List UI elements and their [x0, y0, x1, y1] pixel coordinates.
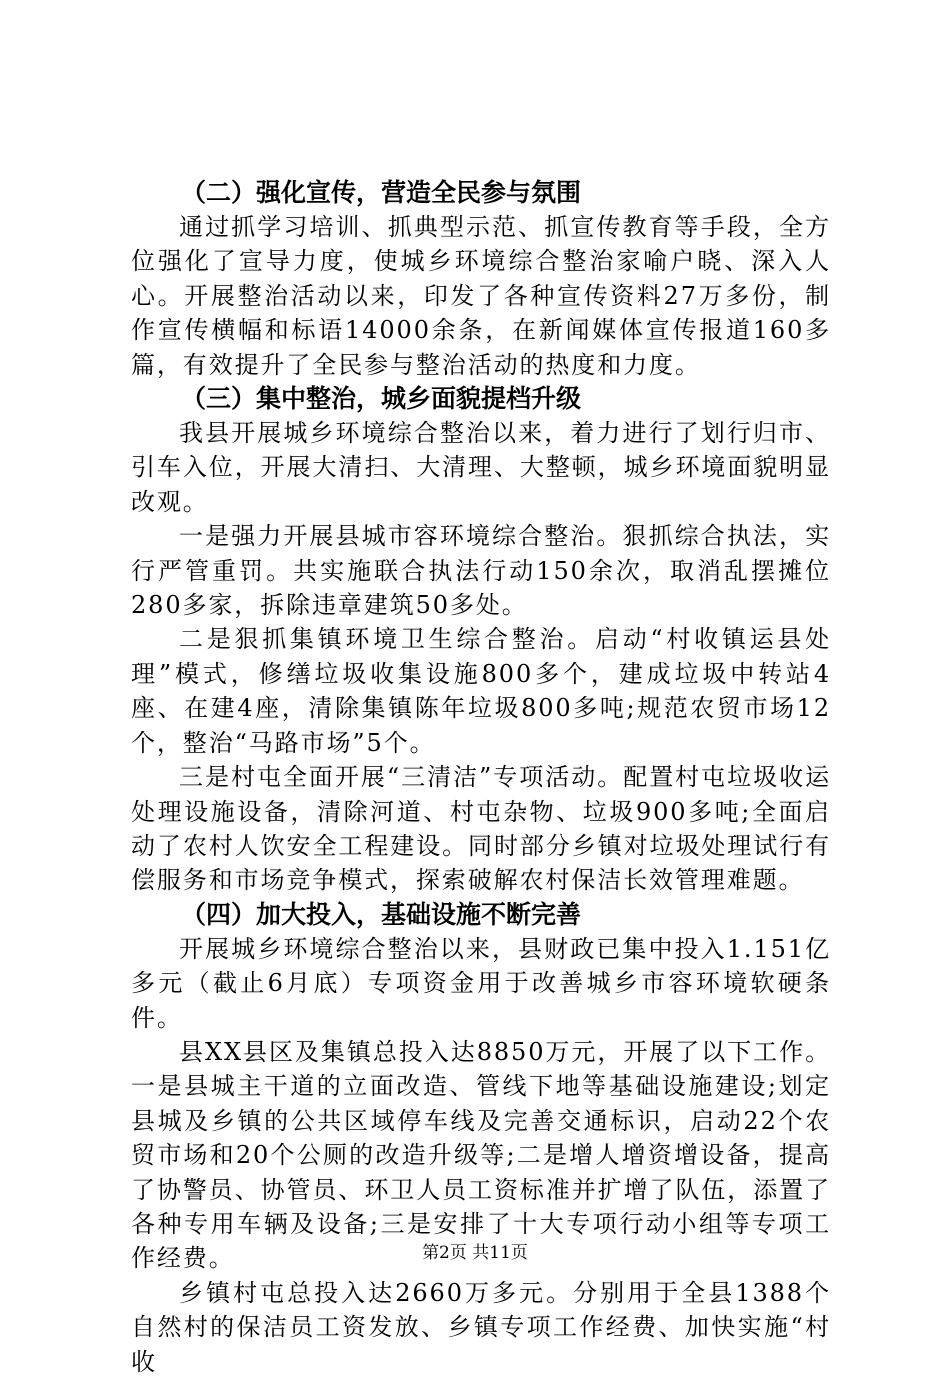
paragraph: 二是狠抓集镇环境卫生综合整治。启动“村收镇运县处理”模式，修缮垃圾收集设施800多个，建成垃圾中转站4座、在建4座，清除集镇陈年垃圾800多吨;规范农贸市场12个，整治“马路市场”5个。 — [131, 625, 831, 757]
paragraph: 通过抓学习培训、抓典型示范、抓宣传教育等手段，全方位强化了宣导力度，使城乡环境综合整治家喻户晓、深入人心。开展整治活动以来，印发了各种宣传资料27万多份，制作宣传横幅和标语14000余条，在新闻媒体宣传报道160多篇，有效提升了全民参与整治活动的热度和力度。 — [131, 213, 831, 379]
page-number-footer: 第2页 共11页 — [422, 1243, 528, 1263]
paragraph: 乡镇村屯总投入达2660万多元。分别用于全县1388个自然村的保洁员工资发放、乡镇专项工作经费、加快实施“村收 — [131, 1278, 831, 1376]
paragraph: 三是村屯全面开展“三清洁”专项活动。配置村屯垃圾收运处理设施设备，清除河道、村屯杂物、垃圾900多吨;全面启动了农村人饮安全工程建设。同时部分乡镇对垃圾处理试行有偿服务和市场竞争模式，探索破解农村保洁长效管理难题。 — [131, 763, 831, 895]
paragraph: 一是强力开展县城市容环境综合整治。狠抓综合执法，实行严管重罚。共实施联合执法行动150余次，取消乱摆摊位280多家，拆除违章建筑50多处。 — [131, 522, 831, 620]
section-heading-3: （三）集中整治，城乡面貌提档升级 — [181, 384, 582, 414]
section-heading-2: （二）强化宣传，营造全民参与氛围 — [181, 178, 582, 207]
section-heading-4: （四）加大投入，基础设施不断完善 — [181, 899, 582, 929]
paragraph: 开展城乡环境综合整治以来，县财政已集中投入1.151亿多元（截止6月底）专项资金用于改善城乡市容环境软硬条件。 — [131, 934, 831, 1032]
document-body — [131, 176, 831, 1379]
paragraph: 县XX县区及集镇总投入达8850万元，开展了以下工作。一是县城主干道的立面改造、管线下地等基础设施建设;划定县城及乡镇的公共区域停车线及完善交通标识，启动22个农贸市场和20个公厕的改造升级等;二是增人增资增设备，提高了协警员、协管员、环卫人员工资标准并扩增了队伍，添置了各种专用车辆及设备;三是安排了十大专项行动小组等专项工作经费。 — [131, 1037, 831, 1273]
paragraph: 我县开展城乡环境综合整治以来，着力进行了划行归市、引车入位，开展大清扫、大清理、大整顿，城乡环境面貌明显改观。 — [131, 419, 831, 516]
